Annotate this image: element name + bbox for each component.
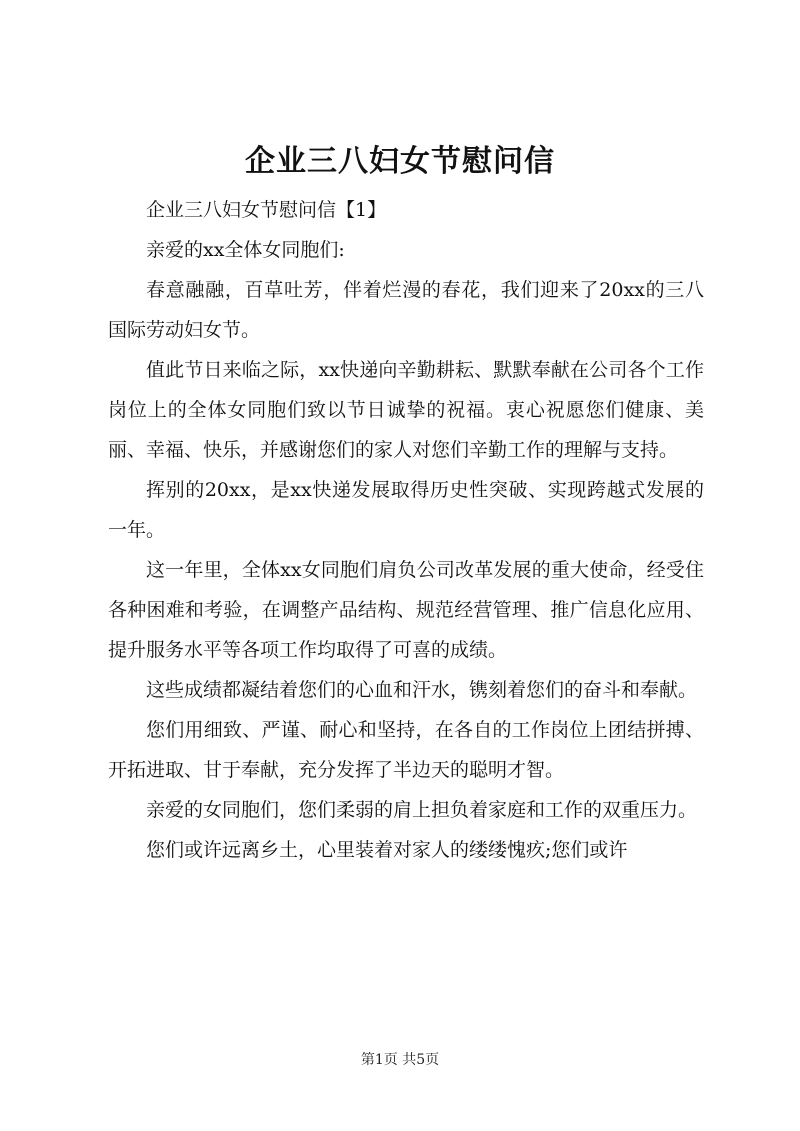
paragraph: 这些成绩都凝结着您们的心血和汗水，镌刻着您们的奋斗和奉献。 [146,679,698,701]
paragraph: 这一年里，全体xx女同胞们肩负公司改革发展的重大使命，经受住各种困难和考验，在调整产品结构、规范经营管理、推广信息化应用、提升服务水平等各项工作均取得了可喜的成绩。 [108,559,704,661]
page-number: 第1页 [360,1052,398,1068]
document-title: 企业三八妇女节慰问信 [245,144,555,179]
page-footer [0,1050,800,1070]
paragraph: 春意融融，百草吐芳，伴着烂漫的春花，我们迎来了20xx的三八国际劳动妇女节。 [108,279,704,341]
paragraph-salutation: 亲爱的xx全体女同胞们: [146,239,345,261]
paragraph: 值此节日来临之际，xx快递向辛勤耕耘、默默奉献在公司各个工作岗位上的全体女同胞们致以节日诚挚的祝福。衷心祝愿您们健康、美丽、幸福、快乐，并感谢您们的家人对您们辛勤工作的理解与支持。 [108,359,704,461]
page-total: 共5页 [402,1052,440,1068]
paragraph: 您们或许远离乡土，心里装着对家人的缕缕愧疚;您们或许 [146,839,628,861]
document-body [108,190,704,870]
paragraph-subtitle: 企业三八妇女节慰问信【1】 [146,199,387,221]
paragraph: 挥别的20xx，是xx快递发展取得历史性突破、实现跨越式发展的一年。 [108,479,704,541]
paragraph: 亲爱的女同胞们，您们柔弱的肩上担负着家庭和工作的双重压力。 [146,799,698,821]
paragraph: 您们用细致、严谨、耐心和坚持，在各自的工作岗位上团结拼搏、开拓进取、甘于奉献，充分发挥了半边天的聪明才智。 [108,719,704,781]
